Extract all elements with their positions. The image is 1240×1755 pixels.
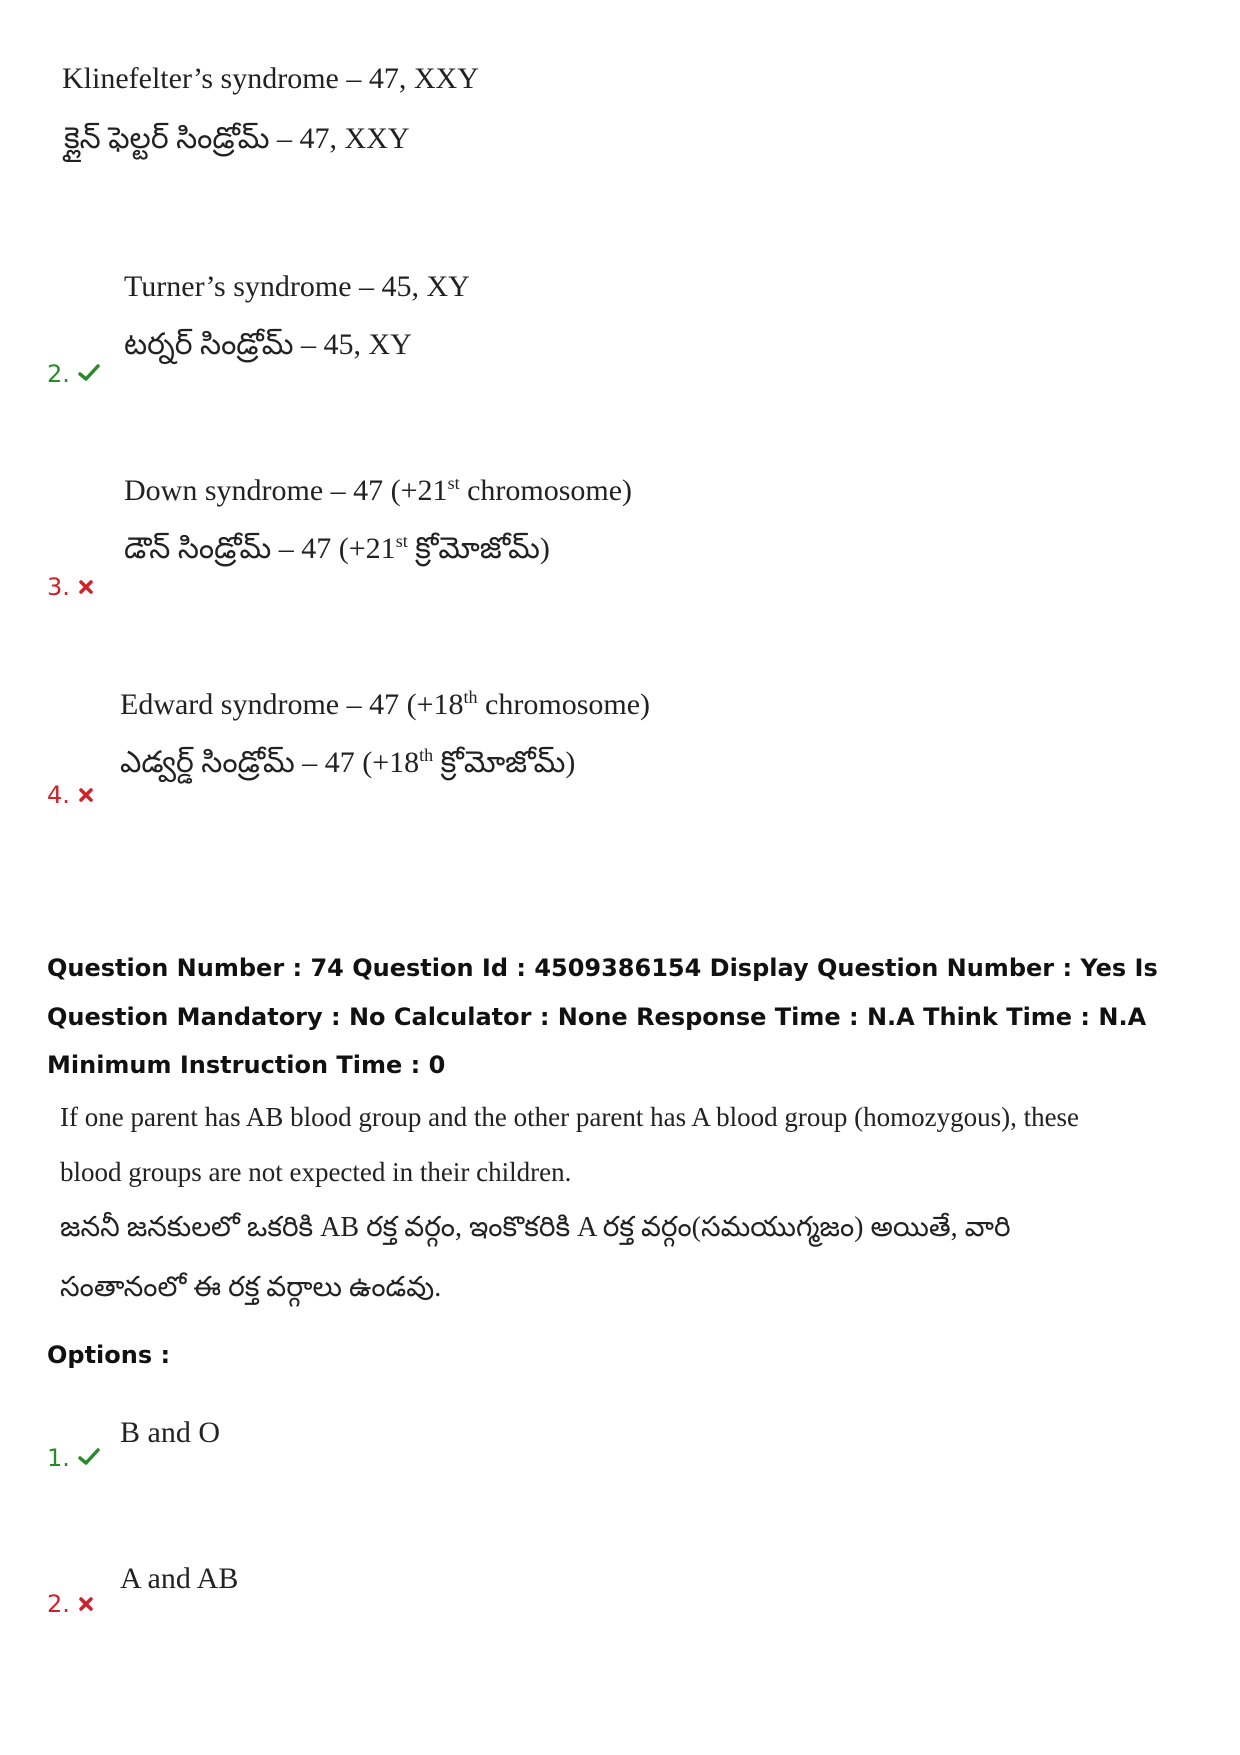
option-text-en: Klinefelter’s syndrome – 47, XXY — [62, 62, 479, 95]
check-icon — [78, 1448, 100, 1466]
option-text-te: డౌన్ సిండ్రోమ్ – 47 (+21st క్రోమోజోమ్) — [124, 531, 550, 565]
option-number: 3. — [47, 573, 94, 601]
cross-icon — [78, 1596, 94, 1612]
option-text: B and O — [120, 1416, 220, 1449]
check-icon — [78, 364, 100, 382]
options-label: Options : — [47, 1341, 171, 1369]
cross-icon — [78, 579, 94, 595]
question-meta: Question Number : 74 Question Id : 4509386154 Display Question Number : Yes Is Question Mandatory : No Calculator : None Response Time : N.A Think Time : N.A Minimum Instruction Time : 0 — [47, 954, 1158, 1079]
question-text-te-line2: సంతానంలో ఈ రక్త వర్గాలు ఉండవు. — [60, 1272, 442, 1303]
option-number: 1. — [47, 1444, 100, 1472]
option-text-en: Edward syndrome – 47 (+18th chromosome) — [120, 687, 651, 721]
question-text-en-line2: blood groups are not expected in their children. — [60, 1157, 572, 1187]
option-number: 2. — [47, 1590, 94, 1618]
option-text-en: Down syndrome – 47 (+21st chromosome) — [124, 473, 633, 507]
option-text-te: టర్నర్ సిండ్రోమ్ – 45, XY — [124, 328, 412, 361]
option-text-te: ఎడ్వర్డ్ సిండ్రోమ్ – 47 (+18th క్రోమోజోమ్) — [120, 745, 576, 779]
option-text-te: క్లైన్ ఫెల్టర్ సిండ్రోమ్ – 47, XXY — [64, 122, 410, 155]
question-text-en-line1: If one parent has AB blood group and the other parent has A blood group (homozygous), these — [60, 1102, 1080, 1132]
option-number: 4. — [47, 781, 94, 809]
option-text: A and AB — [120, 1562, 239, 1595]
option-number: 2. — [47, 360, 100, 388]
cross-icon — [78, 787, 94, 803]
option-text-en: Turner’s syndrome – 45, XY — [124, 270, 470, 303]
question-text-te-line1: జననీ జనకులలో ఒకరికి AB రక్త వర్గం, ఇంకొకరికి A రక్త వర్గం(సమయుగ్మజం) అయితే, వారి — [60, 1212, 1011, 1243]
